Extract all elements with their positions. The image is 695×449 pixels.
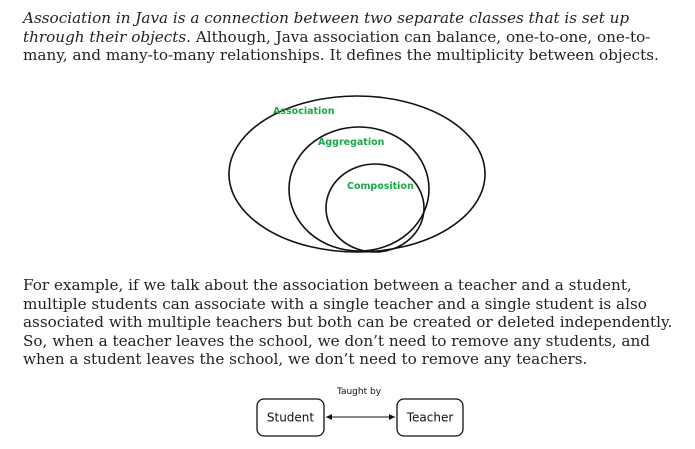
taught-by-label: Taught by [336, 387, 382, 397]
student-label: Student [266, 410, 315, 425]
intro-italic-text: Association in Java is a connection between two separate classes that is set up through their objects. [23, 9, 630, 46]
aggregation-label: Aggregation [318, 137, 385, 148]
association-label: Association [273, 106, 335, 117]
teacher-label: Teacher [406, 410, 454, 425]
composition-label: Composition [347, 181, 414, 192]
intro-rest-text: Although, Java association can balance, one-to-one, one-to-many, and many-to-many relationships. It defines the multiplicity between objects. [23, 27, 659, 64]
example-paragraph: For example, if we talk about the association between a teacher and a student, multiple students can associate with a single teacher and a single student is also associated with multiple teachers but both can be created or deleted independently. So, when a teacher leaves the school, we don’t need to remove any students, and when a student leaves the school, we don’t need to remove any teachers. [23, 276, 673, 368]
